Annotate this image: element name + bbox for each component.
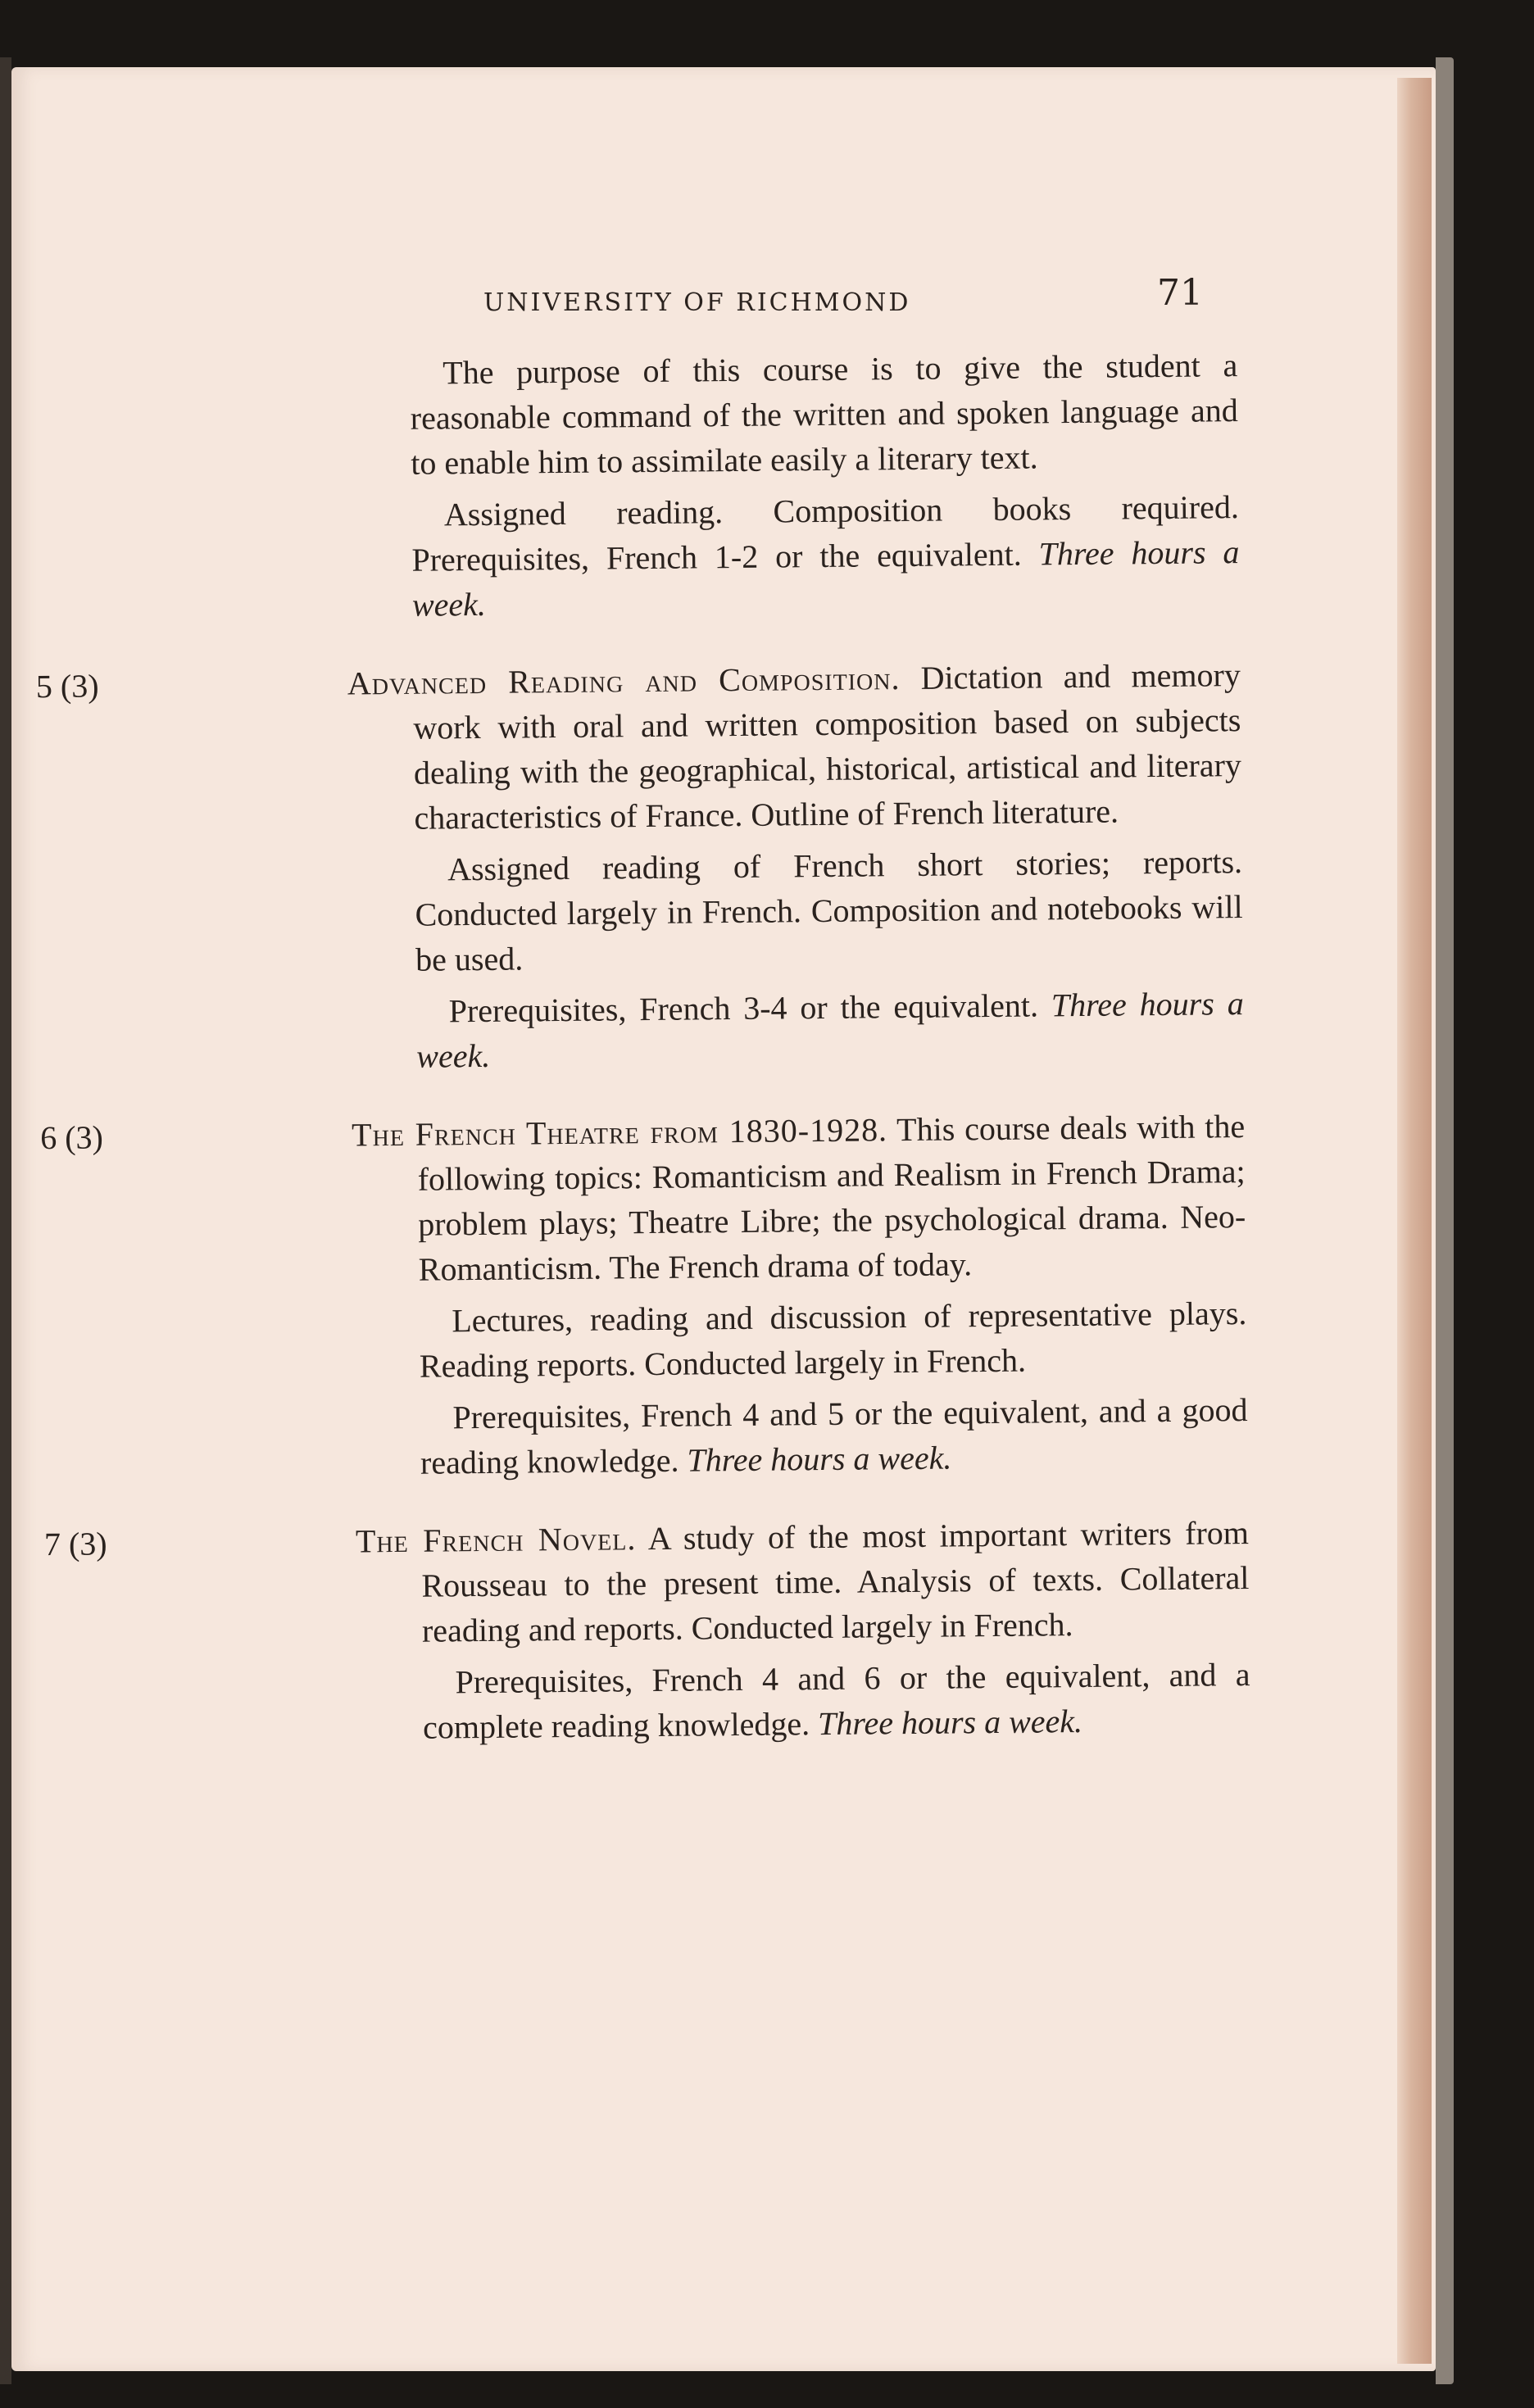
course-5 [35,652,1245,1081]
intro-paragraph: The purpose of this course is to give the student a reasonable command of the written and spoken language and to enable him to assimilate easily a literary text. [410,347,1238,482]
course-number: 5 (3) [35,667,99,705]
course-7 [43,1510,1251,1752]
course-6 [39,1104,1248,1487]
course-details: Lectures, reading and discussion of representative plays. Reading reports. Conducted largely in French. [419,1295,1247,1385]
course-number: 6 (3) [39,1118,104,1157]
course-title: Advanced Reading and Composition. [347,660,901,702]
running-head: UNIVERSITY OF RICHMOND [483,288,911,317]
course-prerequisites: Prerequisites, French 4 and 5 or the equivalent, and a good reading knowledge. Three hours a week. [420,1391,1248,1481]
book-spine [0,57,11,2384]
page-stack-edge [1397,78,1432,2364]
course-title: The French Novel. [355,1520,637,1560]
course-prerequisites: Prerequisites, French 4 and 6 or the equivalent, and a complete reading knowledge. Three hours a week. [422,1656,1250,1746]
course-title: The French Theatre from 1830-1928. [351,1111,888,1154]
page-body [35,342,1250,1758]
course-prerequisites: Prerequisites, French 3-4 or the equivalent. Three hours a week. [416,985,1244,1075]
course-description: A study of the most important writers from Rousseau to the present time. Analysis of texts. Collateral reading and reports. Conducted largely in French. [421,1514,1250,1649]
course-description: Dictation and memory work with oral and written composition based on subjects dealing with the geographical, historical, artistical and literary characteristics of France. Outline of French literature. [413,656,1242,837]
course-description: This course deals with the following topics: Romanticism and Realism in French Drama; problem plays; Theatre Libre; the psychological drama. Neo-Romanticism. The French drama of today. [417,1108,1246,1288]
page-number: 71 [1157,272,1203,314]
intro-requirements: Assigned reading. Composition books required. Prerequisites, French 1-2 or the equivalent. Three hours a week. [411,488,1240,624]
book-cover-edge [1436,57,1454,2384]
course-number: 7 (3) [43,1525,107,1563]
course-details: Assigned reading of French short stories; reports. Conducted largely in French. Composition and notebooks will be used. [415,843,1243,978]
